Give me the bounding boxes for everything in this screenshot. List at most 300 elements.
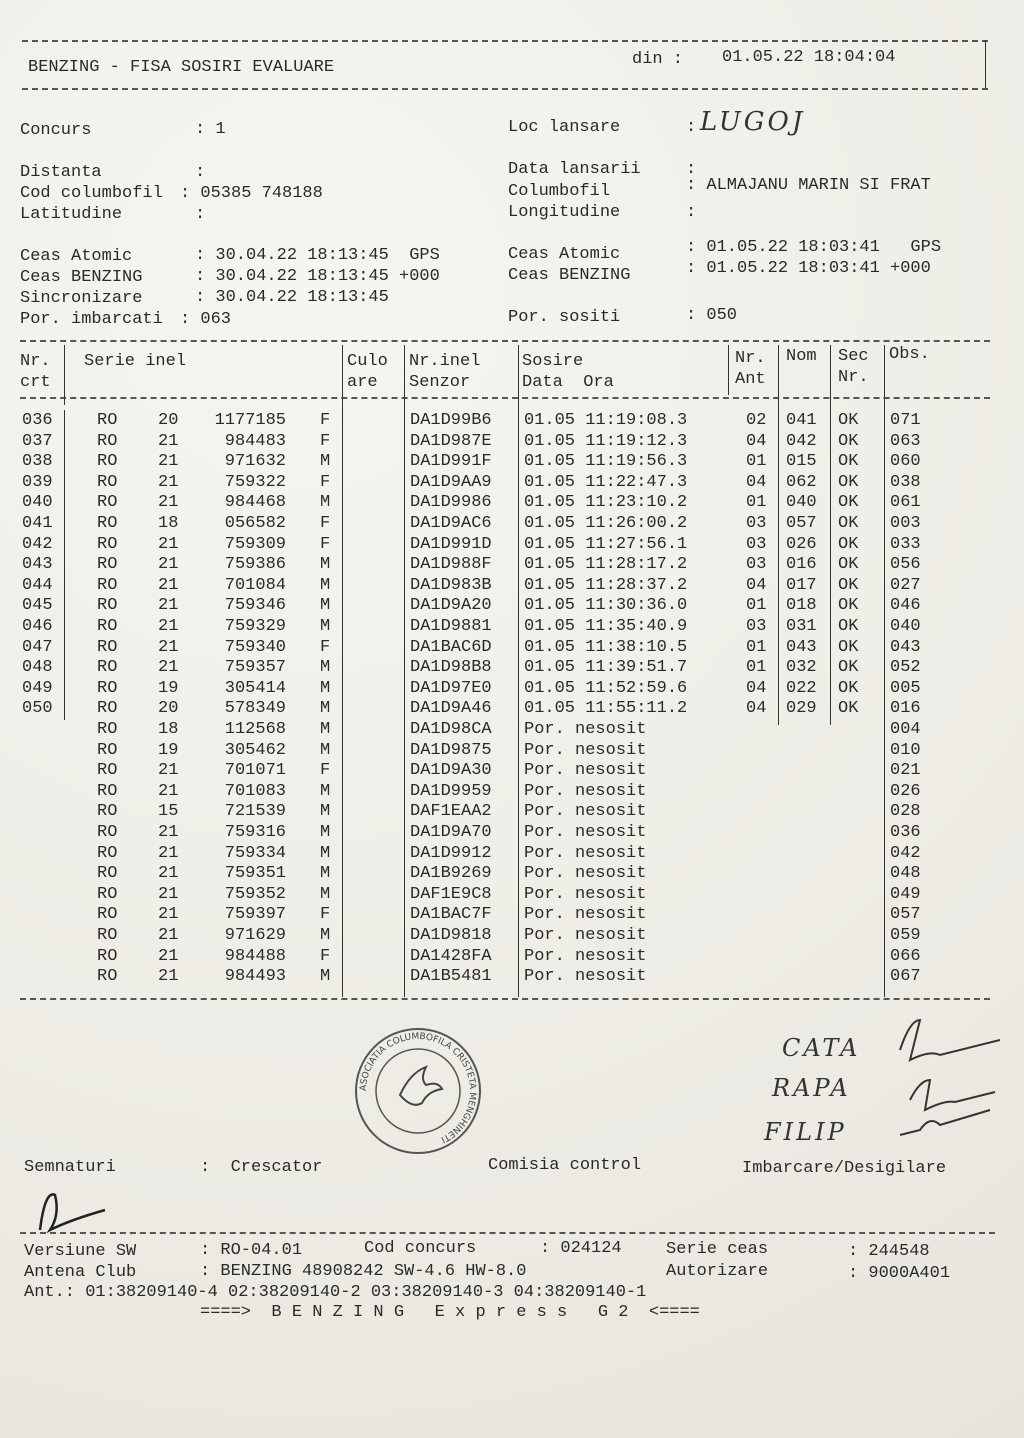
data-lansarii-value: : bbox=[686, 160, 697, 179]
cell-arrival: Por. nesosit bbox=[524, 843, 647, 863]
cell-obs: 067 bbox=[890, 967, 921, 987]
cell-country: RO bbox=[97, 884, 118, 904]
table-row bbox=[0, 905, 1000, 925]
cell-arrival: Por. nesosit bbox=[524, 740, 647, 760]
cell-sex: M bbox=[320, 864, 331, 884]
imbarcati-value: : 063 bbox=[180, 310, 232, 329]
ceas-atomic-label: Ceas Atomic bbox=[20, 247, 133, 266]
cell-ring: 984488 bbox=[224, 946, 286, 966]
cell-sex: M bbox=[320, 843, 331, 863]
cell-arrival: Por. nesosit bbox=[524, 720, 647, 739]
header-bottom-rule bbox=[22, 88, 988, 90]
distanta-label: Distanta bbox=[20, 163, 102, 182]
cell-ant: 01 bbox=[746, 658, 767, 678]
cell-year: 19 bbox=[158, 740, 179, 760]
cell-ring: 984468 bbox=[224, 493, 286, 513]
cell-nr: 050 bbox=[22, 699, 53, 719]
table-row bbox=[0, 967, 1000, 987]
col-sosire: Sosire bbox=[522, 352, 584, 371]
cell-ring: 759351 bbox=[224, 864, 286, 884]
cell-sec: OK bbox=[838, 575, 859, 595]
cell-nr: 043 bbox=[22, 555, 53, 575]
cell-sex: F bbox=[320, 431, 331, 451]
concurs-value: : 1 bbox=[195, 120, 226, 139]
cell-sensor: DA1D9875 bbox=[410, 740, 492, 760]
cell-sec: OK bbox=[838, 658, 859, 678]
cell-sensor: DA1D988F bbox=[410, 555, 492, 575]
cell-nr: 039 bbox=[22, 472, 53, 492]
table-row bbox=[0, 514, 1000, 534]
cell-ant: 01 bbox=[746, 596, 767, 616]
cell-ring: 759357 bbox=[224, 658, 286, 678]
cell-nr: 037 bbox=[22, 431, 53, 451]
cell-ring: 578349 bbox=[224, 699, 286, 719]
ceas-benzing-label-end: Ceas BENZING bbox=[508, 266, 631, 285]
cell-ring: 759352 bbox=[224, 884, 286, 904]
cell-ring: 759346 bbox=[224, 596, 286, 616]
cell-ring: 759309 bbox=[224, 534, 286, 554]
cell-sex: F bbox=[320, 514, 331, 533]
cell-arrival: 01.05 11:27:56.1 bbox=[524, 534, 688, 554]
cell-obs: 061 bbox=[890, 493, 921, 513]
cell-year: 21 bbox=[158, 843, 179, 863]
cell-obs: 052 bbox=[890, 658, 921, 678]
cell-nr: 038 bbox=[22, 452, 53, 472]
col-data-ora: Data Ora bbox=[522, 373, 614, 392]
columbofil-label: Columbofil bbox=[508, 182, 611, 201]
table-row bbox=[0, 638, 1000, 658]
cell-sec: OK bbox=[838, 555, 859, 575]
cell-ant: 01 bbox=[746, 493, 767, 513]
cell-ring: 721539 bbox=[224, 802, 286, 822]
cell-obs: 071 bbox=[890, 411, 921, 430]
cell-country: RO bbox=[97, 678, 118, 698]
cell-ant: 03 bbox=[746, 617, 767, 636]
cell-ring: 112568 bbox=[224, 720, 286, 739]
cell-obs: 046 bbox=[890, 596, 921, 616]
cell-obs: 060 bbox=[890, 452, 921, 472]
cell-obs: 049 bbox=[890, 884, 921, 904]
cell-nom: 042 bbox=[786, 431, 817, 451]
cell-nom: 018 bbox=[786, 596, 817, 616]
cell-ant: 04 bbox=[746, 699, 767, 719]
cell-sex: M bbox=[320, 555, 331, 575]
col-nr-2: crt bbox=[20, 373, 51, 392]
imbarcati-label: Por. imbarcati bbox=[20, 310, 163, 329]
cell-arrival: 01.05 11:35:40.9 bbox=[524, 617, 688, 636]
signature-name-cata: CATA bbox=[782, 1034, 861, 1062]
cell-year: 21 bbox=[158, 637, 179, 657]
cell-sex: M bbox=[320, 493, 331, 513]
cell-arrival: Por. nesosit bbox=[524, 802, 647, 822]
ceas-atomic-label-end: Ceas Atomic bbox=[508, 245, 621, 264]
cell-sex: M bbox=[320, 658, 331, 678]
din-label: din : bbox=[632, 50, 684, 69]
cell-ant: 04 bbox=[746, 575, 767, 595]
autorizare-value: : 9000A401 bbox=[848, 1264, 951, 1283]
cell-arrival: Por. nesosit bbox=[524, 905, 647, 925]
table-bottom-rule bbox=[20, 998, 990, 1000]
cell-arrival: 01.05 11:28:17.2 bbox=[524, 555, 688, 575]
cell-obs: 010 bbox=[890, 740, 921, 760]
cell-sex: M bbox=[320, 678, 331, 698]
sositi-label: Por. sositi bbox=[508, 308, 621, 327]
cell-country: RO bbox=[97, 411, 118, 430]
cell-obs: 040 bbox=[890, 617, 921, 636]
longitudine-label: Longitudine bbox=[508, 203, 621, 222]
cell-sec: OK bbox=[838, 617, 859, 636]
cell-sex: F bbox=[320, 761, 331, 781]
cell-arrival: 01.05 11:23:10.2 bbox=[524, 493, 688, 513]
cell-nom: 015 bbox=[786, 452, 817, 472]
versiune-label: Versiune SW bbox=[24, 1242, 137, 1261]
cell-country: RO bbox=[97, 534, 118, 554]
cell-ring: 971632 bbox=[224, 452, 286, 472]
columbofil-value: : ALMAJANU MARIN SI FRAT bbox=[686, 176, 931, 195]
cell-year: 21 bbox=[158, 472, 179, 492]
cell-arrival: 01.05 11:52:59.6 bbox=[524, 678, 688, 698]
cell-arrival: 01.05 11:38:10.5 bbox=[524, 637, 688, 657]
cell-nom: 022 bbox=[786, 678, 817, 698]
cell-obs: 005 bbox=[890, 678, 921, 698]
cell-ant: 03 bbox=[746, 514, 767, 533]
table-row bbox=[0, 947, 1000, 967]
cell-sex: F bbox=[320, 905, 331, 925]
col-sec-2: Nr. bbox=[838, 368, 869, 387]
cell-year: 21 bbox=[158, 884, 179, 904]
table-row bbox=[0, 617, 1000, 637]
cell-country: RO bbox=[97, 472, 118, 492]
cell-ant: 04 bbox=[746, 431, 767, 451]
cell-country: RO bbox=[97, 699, 118, 719]
antennas-line: Ant.: 01:38209140-4 02:38209140-2 03:38209140-3 04:38209140-1 bbox=[24, 1283, 647, 1302]
cell-ring: 984493 bbox=[224, 967, 286, 987]
cell-country: RO bbox=[97, 843, 118, 863]
cell-arrival: Por. nesosit bbox=[524, 926, 647, 945]
cell-ring: 1177185 bbox=[214, 411, 286, 430]
cell-ring: 701084 bbox=[224, 575, 286, 595]
loc-lansare-label: Loc lansare bbox=[508, 118, 621, 137]
col-nr-inel: Nr.inel bbox=[409, 352, 481, 371]
cell-nom: 026 bbox=[786, 534, 817, 554]
cell-year: 21 bbox=[158, 823, 179, 842]
cell-nr: 048 bbox=[22, 658, 53, 678]
cell-sec: OK bbox=[838, 472, 859, 492]
cell-year: 21 bbox=[158, 617, 179, 636]
cell-arrival: 01.05 11:30:36.0 bbox=[524, 596, 688, 616]
cell-arrival: Por. nesosit bbox=[524, 884, 647, 904]
longitudine-value: : bbox=[686, 203, 697, 222]
cell-obs: 059 bbox=[890, 926, 921, 945]
semnaturi-label: Semnaturi bbox=[24, 1158, 116, 1177]
cell-sec: OK bbox=[838, 452, 859, 472]
cell-ring: 759329 bbox=[224, 617, 286, 636]
cell-arrival: Por. nesosit bbox=[524, 823, 647, 842]
cell-arrival: 01.05 11:26:00.2 bbox=[524, 514, 688, 533]
cell-nr: 036 bbox=[22, 411, 53, 430]
cell-sec: OK bbox=[838, 678, 859, 698]
cell-arrival: 01.05 11:55:11.2 bbox=[524, 699, 688, 719]
cell-sensor: DA1D9881 bbox=[410, 617, 492, 636]
cell-year: 21 bbox=[158, 555, 179, 575]
cell-sec: OK bbox=[838, 699, 859, 719]
cell-ring: 759386 bbox=[224, 555, 286, 575]
cell-ring: 759322 bbox=[224, 472, 286, 492]
table-row bbox=[0, 844, 1000, 864]
cell-ring: 971629 bbox=[224, 926, 286, 945]
cell-nr: 047 bbox=[22, 637, 53, 657]
ceas-benzing-start: : 30.04.22 18:13:45 +000 bbox=[195, 267, 440, 286]
cell-obs: 036 bbox=[890, 823, 921, 842]
cell-sex: M bbox=[320, 699, 331, 719]
cell-year: 21 bbox=[158, 596, 179, 616]
serie-ceas-label: Serie ceas bbox=[666, 1240, 769, 1259]
handwritten-signatures bbox=[860, 1010, 1000, 1160]
cell-ring: 305462 bbox=[224, 740, 286, 760]
cell-ring: 701083 bbox=[224, 781, 286, 801]
cell-nom: 057 bbox=[786, 514, 817, 533]
cell-year: 21 bbox=[158, 431, 179, 451]
latitudine-label: Latitudine bbox=[20, 205, 123, 224]
cell-sex: M bbox=[320, 926, 331, 945]
table-row bbox=[0, 411, 1000, 431]
cod-columbofil-label: Cod columbofil bbox=[20, 184, 163, 203]
cell-year: 20 bbox=[158, 699, 179, 719]
cell-country: RO bbox=[97, 926, 118, 945]
cell-sensor: DA1D99B6 bbox=[410, 411, 492, 430]
cell-sensor: DA1D991F bbox=[410, 452, 492, 472]
cell-nr: 040 bbox=[22, 493, 53, 513]
cell-arrival: Por. nesosit bbox=[524, 864, 647, 884]
signature-name-rapa: RAPA bbox=[772, 1074, 851, 1102]
col-serie: Serie inel bbox=[84, 352, 187, 371]
benzing-express-line: ====> B E N Z I N G E x p r e s s G 2 <==== bbox=[200, 1303, 700, 1322]
col-nr-ant-2: Ant bbox=[735, 370, 766, 389]
col-nr: Nr. bbox=[20, 352, 51, 371]
col-senzor: Senzor bbox=[409, 373, 471, 392]
cell-year: 21 bbox=[158, 658, 179, 678]
versiune-value: : RO-04.01 bbox=[200, 1241, 303, 1260]
cell-sec: OK bbox=[838, 514, 859, 533]
cell-arrival: 01.05 11:39:51.7 bbox=[524, 658, 688, 678]
cell-obs: 043 bbox=[890, 637, 921, 657]
cod-columbofil-value: : 05385 748188 bbox=[180, 184, 323, 203]
loc-lansare-handwritten: LUGOJ bbox=[700, 107, 806, 137]
cell-ring: 305414 bbox=[224, 678, 286, 698]
cod-concurs-label: Cod concurs bbox=[364, 1239, 477, 1258]
cell-ant: 03 bbox=[746, 534, 767, 554]
table-row bbox=[0, 576, 1000, 596]
table-row bbox=[0, 452, 1000, 472]
col-culoare-2: are bbox=[347, 373, 378, 392]
cell-country: RO bbox=[97, 493, 118, 513]
cell-year: 21 bbox=[158, 946, 179, 966]
cell-ring: 759340 bbox=[224, 637, 286, 657]
cell-obs: 028 bbox=[890, 802, 921, 822]
cell-nom: 017 bbox=[786, 575, 817, 595]
comisia-label: Comisia control bbox=[488, 1156, 642, 1175]
cell-ring: 759397 bbox=[224, 905, 286, 925]
cell-arrival: 01.05 11:28:37.2 bbox=[524, 575, 688, 595]
cell-sensor: DA1D9A70 bbox=[410, 823, 492, 842]
column-divider bbox=[64, 345, 65, 405]
cell-sec: OK bbox=[838, 637, 859, 657]
cell-sensor: DA1428FA bbox=[410, 946, 492, 966]
col-nom: Nom bbox=[786, 347, 817, 366]
cell-ant: 04 bbox=[746, 678, 767, 698]
antena-label: Antena Club bbox=[24, 1263, 137, 1282]
cell-obs: 027 bbox=[890, 575, 921, 595]
cell-obs: 042 bbox=[890, 843, 921, 863]
cell-sensor: DA1D9912 bbox=[410, 843, 492, 863]
cell-obs: 063 bbox=[890, 431, 921, 451]
cell-arrival: Por. nesosit bbox=[524, 967, 647, 987]
cell-sex: M bbox=[320, 596, 331, 616]
sincronizare-label: Sincronizare bbox=[20, 289, 143, 308]
cell-sensor: DA1D991D bbox=[410, 534, 492, 554]
cell-country: RO bbox=[97, 514, 118, 533]
cell-nom: 062 bbox=[786, 472, 817, 492]
table-row bbox=[0, 782, 1000, 802]
cell-obs: 004 bbox=[890, 720, 921, 739]
cell-sensor: DA1BAC7F bbox=[410, 905, 492, 925]
table-row bbox=[0, 679, 1000, 699]
cell-nom: 041 bbox=[786, 411, 817, 430]
cell-country: RO bbox=[97, 637, 118, 657]
cell-nr: 046 bbox=[22, 617, 53, 636]
column-divider bbox=[728, 345, 729, 395]
cell-country: RO bbox=[97, 864, 118, 884]
signature-name-filip: FILIP bbox=[764, 1118, 847, 1146]
cell-sensor: DAF1E9C8 bbox=[410, 884, 492, 904]
table-row bbox=[0, 741, 1000, 761]
cell-country: RO bbox=[97, 617, 118, 636]
cell-ring: 984483 bbox=[224, 431, 286, 451]
cell-year: 21 bbox=[158, 575, 179, 595]
latitudine-value: : bbox=[195, 205, 206, 224]
cell-nom: 032 bbox=[786, 658, 817, 678]
cell-ring: 701071 bbox=[224, 761, 286, 781]
cell-year: 18 bbox=[158, 514, 179, 533]
col-obs: Obs. bbox=[889, 345, 930, 364]
table-row bbox=[0, 658, 1000, 678]
cell-sensor: DA1D9818 bbox=[410, 926, 492, 945]
cell-country: RO bbox=[97, 575, 118, 595]
cell-nom: 029 bbox=[786, 699, 817, 719]
table-row bbox=[0, 864, 1000, 884]
col-nr-ant: Nr. bbox=[735, 349, 766, 368]
cell-sensor: DA1D987E bbox=[410, 431, 492, 451]
cell-sex: F bbox=[320, 472, 331, 492]
cell-country: RO bbox=[97, 946, 118, 966]
cell-nom: 043 bbox=[786, 637, 817, 657]
cell-sex: M bbox=[320, 884, 331, 904]
cell-year: 20 bbox=[158, 411, 179, 430]
cell-sec: OK bbox=[838, 596, 859, 616]
cell-nr: 041 bbox=[22, 514, 53, 533]
cell-obs: 033 bbox=[890, 534, 921, 554]
cell-sex: M bbox=[320, 720, 331, 739]
cell-sensor: DA1D9986 bbox=[410, 493, 492, 513]
cell-arrival: 01.05 11:22:47.3 bbox=[524, 472, 688, 492]
col-sec: Sec bbox=[838, 347, 869, 366]
cell-arrival: Por. nesosit bbox=[524, 761, 647, 781]
imbarcare-label: Imbarcare/Desigilare bbox=[742, 1159, 947, 1178]
cell-arrival: 01.05 11:19:08.3 bbox=[524, 411, 688, 430]
cell-sensor: DA1D98CA bbox=[410, 720, 492, 739]
cell-sex: F bbox=[320, 411, 331, 430]
cell-year: 18 bbox=[158, 720, 179, 739]
header-top-rule bbox=[22, 40, 988, 42]
ceas-benzing-end: : 01.05.22 18:03:41 +000 bbox=[686, 259, 931, 278]
cell-obs: 026 bbox=[890, 781, 921, 801]
cell-country: RO bbox=[97, 823, 118, 842]
cell-sex: F bbox=[320, 946, 331, 966]
serie-ceas-value: : 244548 bbox=[848, 1242, 930, 1261]
cell-sensor: DA1D9959 bbox=[410, 781, 492, 801]
cell-country: RO bbox=[97, 905, 118, 925]
cell-sensor: DA1D97E0 bbox=[410, 678, 492, 698]
ceas-atomic-end: : 01.05.22 18:03:41 GPS bbox=[686, 238, 942, 257]
cell-year: 15 bbox=[158, 802, 179, 822]
cell-nom: 040 bbox=[786, 493, 817, 513]
cell-sensor: DAF1EAA2 bbox=[410, 802, 492, 822]
cell-year: 19 bbox=[158, 678, 179, 698]
cell-country: RO bbox=[97, 967, 118, 987]
cell-sec: OK bbox=[838, 534, 859, 554]
cell-obs: 056 bbox=[890, 555, 921, 575]
cell-sensor: DA1B9269 bbox=[410, 864, 492, 884]
cell-ant: 02 bbox=[746, 411, 767, 430]
cell-ring: 759316 bbox=[224, 823, 286, 842]
cell-year: 21 bbox=[158, 905, 179, 925]
table-row bbox=[0, 761, 1000, 781]
cell-nom: 016 bbox=[786, 555, 817, 575]
table-row bbox=[0, 885, 1000, 905]
table-row bbox=[0, 555, 1000, 575]
data-lansarii-label: Data lansarii bbox=[508, 160, 641, 179]
cell-sensor: DA1D9AA9 bbox=[410, 472, 492, 492]
footer-rule bbox=[20, 1232, 995, 1234]
table-row bbox=[0, 535, 1000, 555]
cell-sex: M bbox=[320, 823, 331, 842]
cell-country: RO bbox=[97, 431, 118, 451]
col-culoare: Culo bbox=[347, 352, 388, 371]
stamp-text: ASOCIATIA COLUMBOFILA CRISTETA MENGHINETI bbox=[358, 1031, 478, 1145]
concurs-label: Concurs bbox=[20, 121, 92, 140]
cell-sec: OK bbox=[838, 493, 859, 513]
din-value: 01.05.22 18:04:04 bbox=[722, 48, 896, 67]
crescator-label: : Crescator bbox=[200, 1158, 323, 1177]
cell-ring: 759334 bbox=[224, 843, 286, 863]
cell-country: RO bbox=[97, 802, 118, 822]
table-row bbox=[0, 823, 1000, 843]
cell-obs: 021 bbox=[890, 761, 921, 781]
cell-arrival: 01.05 11:19:56.3 bbox=[524, 452, 688, 472]
cell-sex: M bbox=[320, 740, 331, 760]
cell-ant: 01 bbox=[746, 637, 767, 657]
table-row bbox=[0, 699, 1000, 719]
cell-sec: OK bbox=[838, 431, 859, 451]
cell-country: RO bbox=[97, 658, 118, 678]
cell-nr: 045 bbox=[22, 596, 53, 616]
cell-country: RO bbox=[97, 781, 118, 801]
cell-country: RO bbox=[97, 761, 118, 781]
ceas-benzing-label: Ceas BENZING bbox=[20, 268, 143, 287]
sincronizare-value: : 30.04.22 18:13:45 bbox=[195, 288, 389, 307]
cell-sex: M bbox=[320, 967, 331, 987]
table-header-rule bbox=[20, 397, 990, 399]
